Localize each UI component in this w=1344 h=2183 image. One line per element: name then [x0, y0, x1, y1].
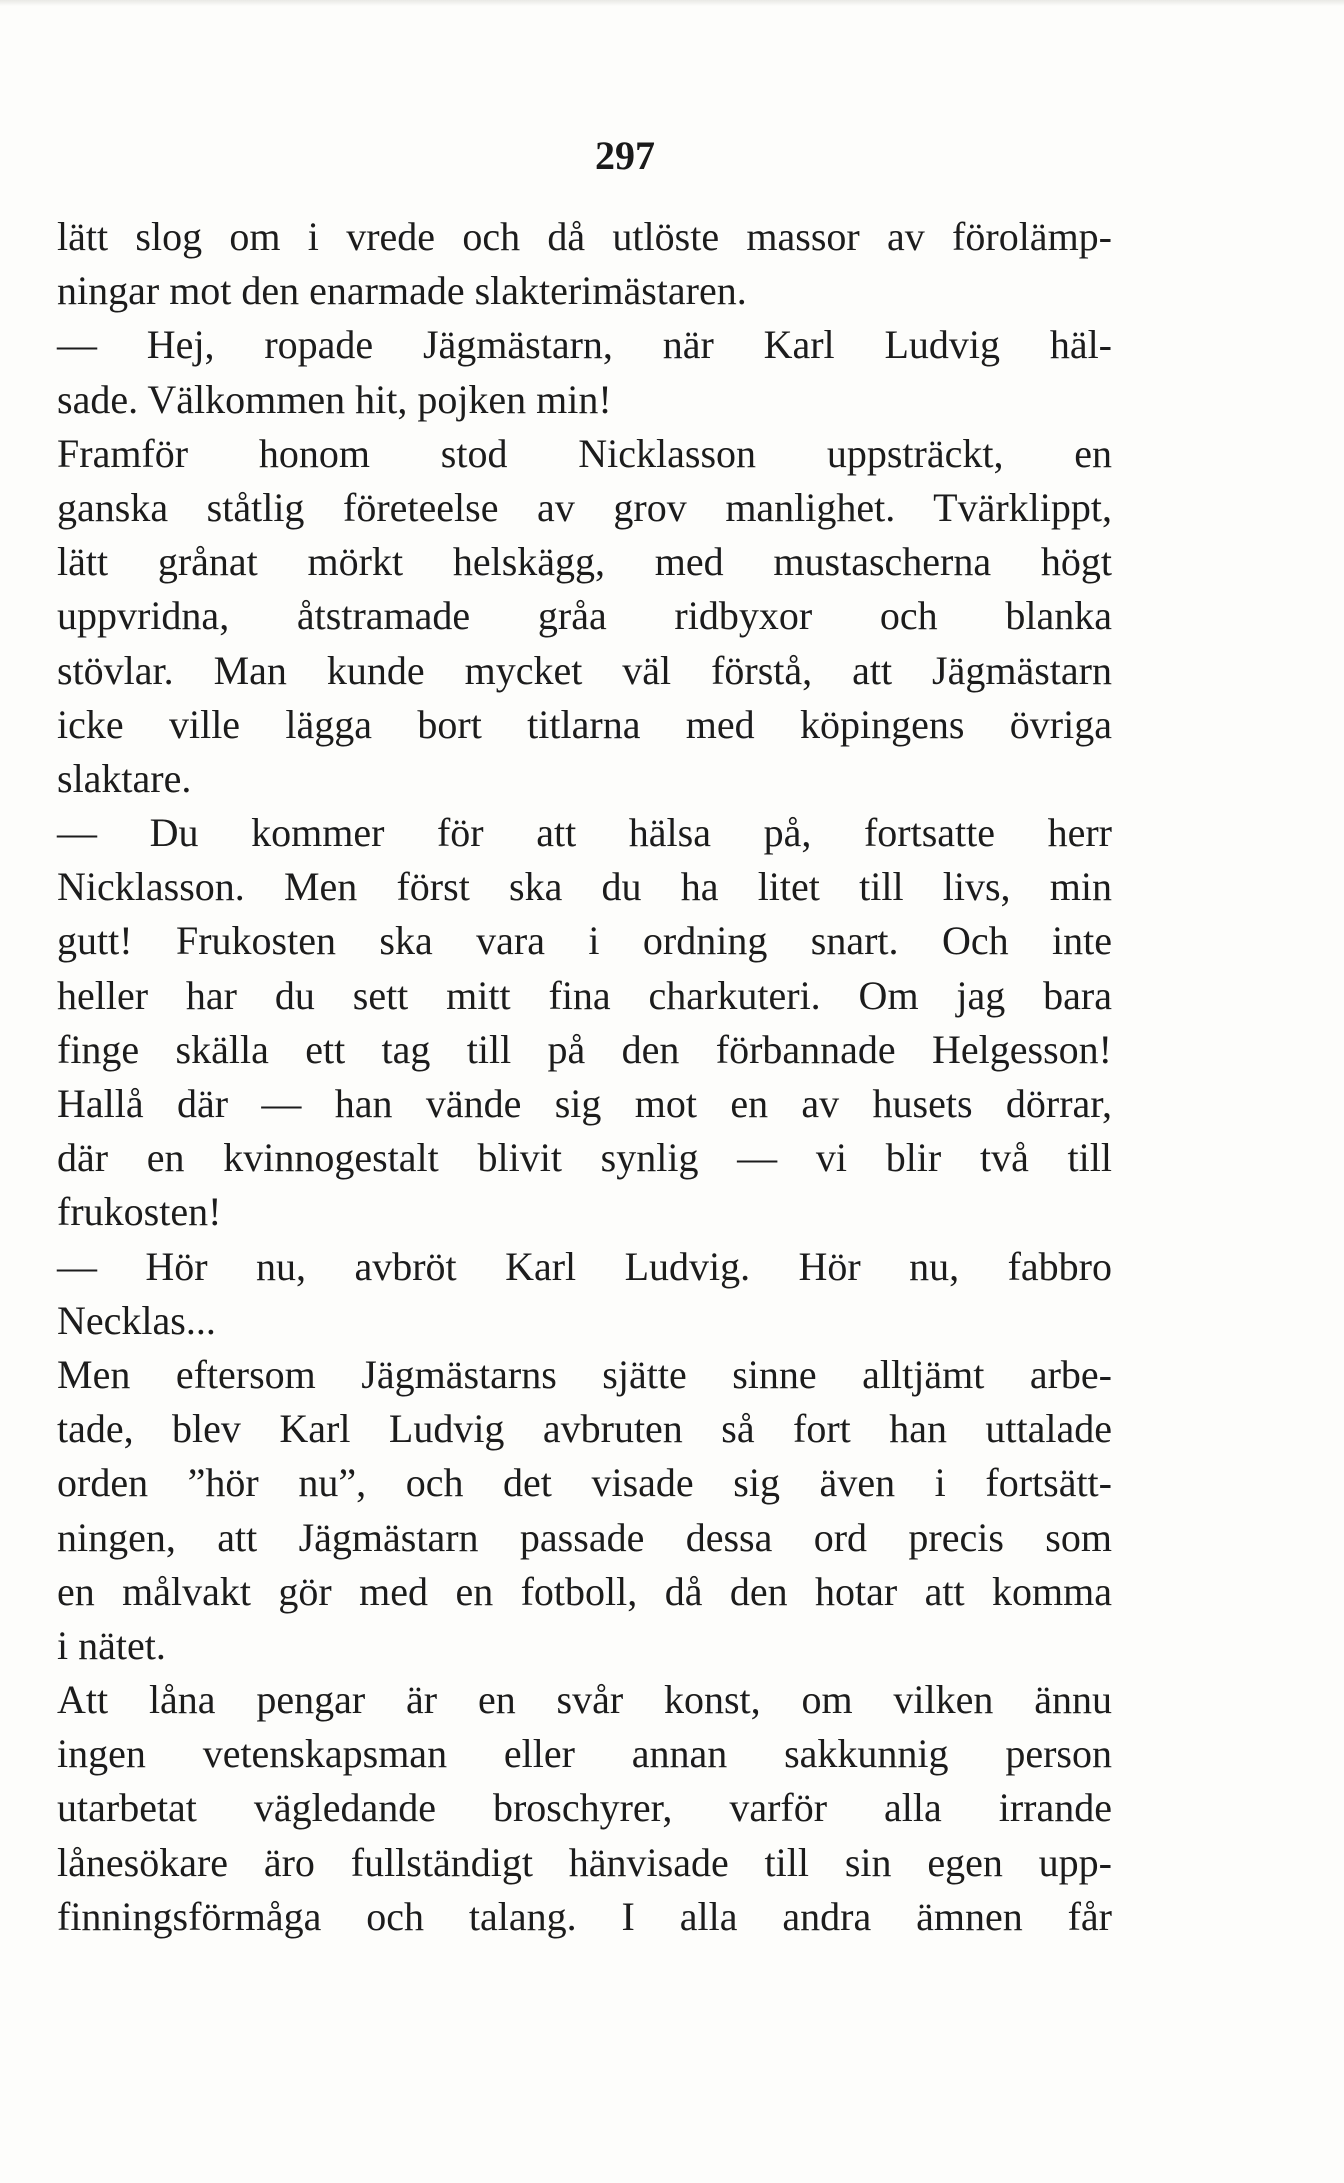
page-top-edge	[0, 0, 1344, 6]
text-line: en målvakt gör med en fotboll, då den hotar att komma	[57, 1568, 1112, 1614]
text-line: — Hej, ropade Jägmästarn, när Karl Ludvig häl-	[57, 322, 1112, 368]
text-line: Necklas...	[57, 1297, 216, 1343]
text-line: Men eftersom Jägmästarns sjätte sinne alltjämt arbe-	[57, 1351, 1112, 1397]
text-line: ningen, att Jägmästarn passade dessa ord precis som	[57, 1514, 1112, 1560]
page-number: 297	[595, 133, 655, 178]
body-text	[57, 210, 1112, 1944]
text-line: lätt grånat mörkt helskägg, med mustascherna högt	[57, 539, 1112, 585]
text-line: orden ”hör nu”, och det visade sig även i fortsätt-	[57, 1460, 1112, 1506]
text-line: Att låna pengar är en svår konst, om vilken ännu	[57, 1677, 1112, 1723]
text-line: frukosten!	[57, 1189, 222, 1235]
text-line: ganska ståtlig företeelse av grov manlighet. Tvärklippt,	[57, 484, 1112, 530]
text-line: — Hör nu, avbröt Karl Ludvig. Hör nu, fabbro	[57, 1243, 1112, 1289]
text-line: uppvridna, åtstramade gråa ridbyxor och blanka	[57, 593, 1112, 639]
text-line: gutt! Frukosten ska vara i ordning snart. Och inte	[57, 918, 1112, 964]
text-line: sade. Välkommen hit, pojken min!	[57, 376, 612, 422]
text-line: utarbetat vägledande broschyrer, varför alla irrande	[57, 1785, 1112, 1831]
text-line: — Du kommer för att hälsa på, fortsatte herr	[57, 810, 1112, 856]
text-line: Hallå där — han vände sig mot en av husets dörrar,	[57, 1081, 1112, 1126]
text-line: heller har du sett mitt fina charkuteri. Om jag bara	[57, 972, 1112, 1018]
text-line: stövlar. Man kunde mycket väl förstå, att Jägmästarn	[57, 647, 1112, 693]
text-line: i nätet.	[57, 1622, 166, 1668]
text-line: finge skälla ett tag till på den förbannade Helgesson!	[57, 1026, 1112, 1072]
text-line: ingen vetenskapsman eller annan sakkunnig person	[57, 1731, 1112, 1777]
text-line: ningar mot den enarmade slakterimästaren.	[57, 268, 747, 314]
text-line: där en kvinnogestalt blivit synlig — vi blir två till	[57, 1135, 1112, 1181]
text-line: lånesökare äro fullständigt hänvisade till sin egen upp-	[57, 1839, 1112, 1885]
text-line: finningsförmåga och talang. I alla andra ämnen får	[57, 1893, 1112, 1939]
text-line: Framför honom stod Nicklasson uppsträckt, en	[57, 430, 1112, 476]
text-line: Nicklasson. Men först ska du ha litet till livs, min	[57, 864, 1112, 910]
text-line: icke ville lägga bort titlarna med köpingens övriga	[57, 701, 1112, 747]
text-line: slaktare.	[57, 755, 192, 801]
text-line: lätt slog om i vrede och då utlöste massor av förolämp-	[57, 214, 1112, 259]
text-line: tade, blev Karl Ludvig avbruten så fort han uttalade	[57, 1406, 1112, 1452]
